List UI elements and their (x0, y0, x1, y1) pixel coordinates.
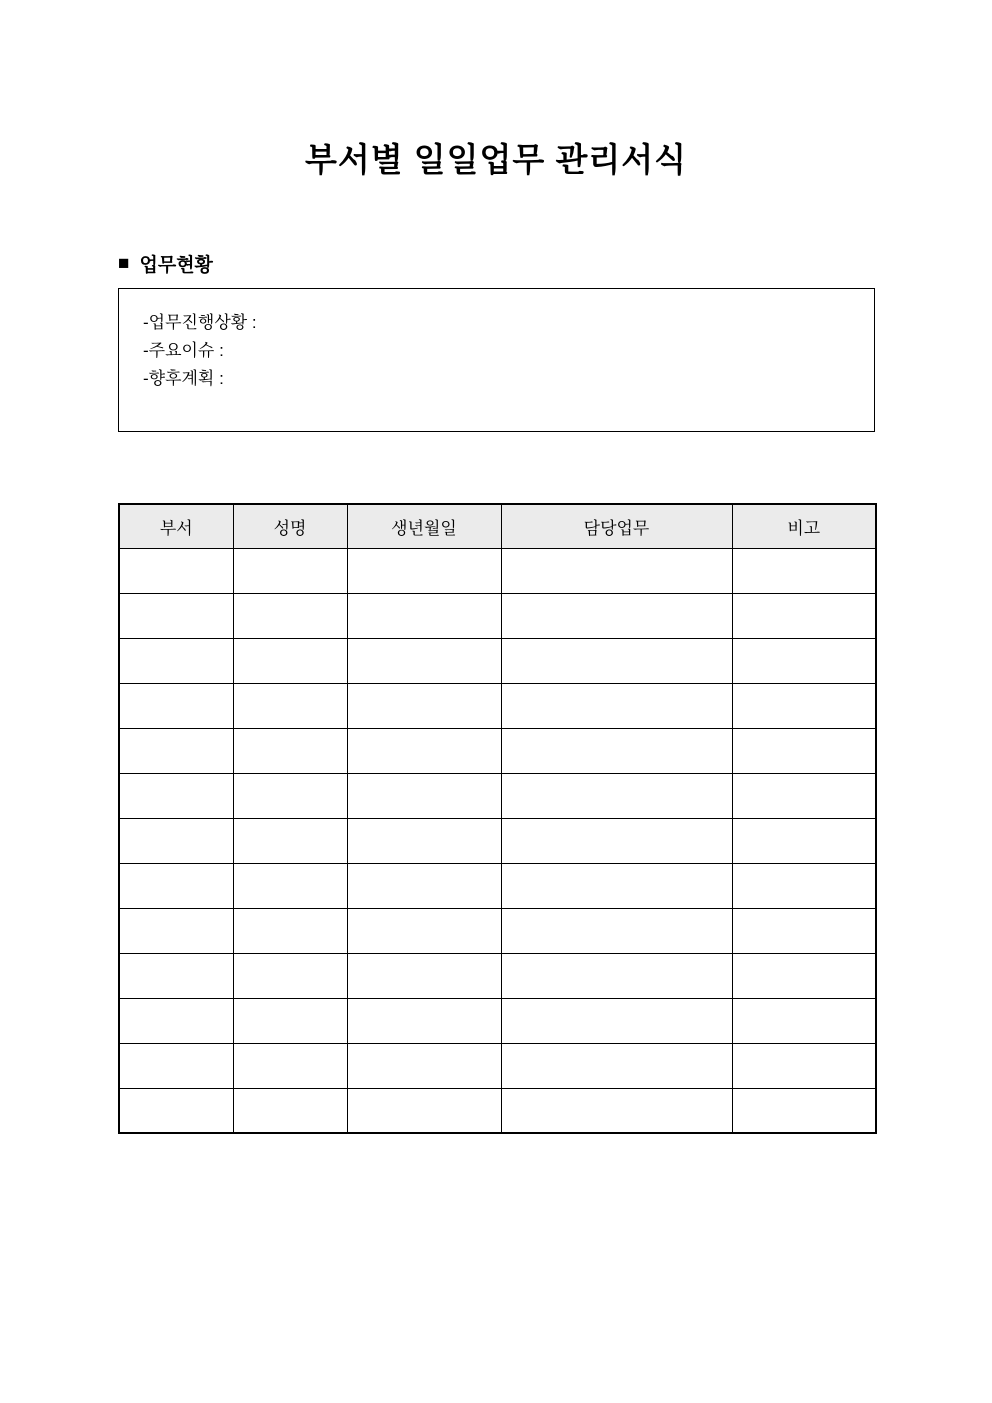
table-cell (119, 998, 233, 1043)
table-cell (119, 1088, 233, 1133)
table-cell (119, 863, 233, 908)
table-cell (732, 1043, 876, 1088)
table-cell (119, 908, 233, 953)
section-header (118, 250, 213, 277)
table-cell (732, 818, 876, 863)
table-body (119, 548, 876, 1133)
table-cell (501, 593, 732, 638)
table-cell (501, 638, 732, 683)
table-cell (732, 953, 876, 998)
table-cell (501, 773, 732, 818)
table-cell (347, 773, 501, 818)
table-cell (347, 863, 501, 908)
table-cell (119, 818, 233, 863)
table-cell (347, 548, 501, 593)
table-row (119, 998, 876, 1043)
table-cell (501, 908, 732, 953)
section-label: 업무현황 (139, 255, 213, 276)
table-row (119, 638, 876, 683)
table-row (119, 548, 876, 593)
work-status-box (118, 288, 875, 432)
table-cell (347, 593, 501, 638)
table-cell (732, 728, 876, 773)
table-cell (233, 728, 347, 773)
table-cell (732, 773, 876, 818)
table-cell (119, 953, 233, 998)
table-cell (119, 638, 233, 683)
table-cell (119, 773, 233, 818)
table-cell (732, 863, 876, 908)
table-cell (732, 908, 876, 953)
table-cell (233, 818, 347, 863)
table-cell (233, 1043, 347, 1088)
table-header-row (119, 504, 876, 548)
table-cell (233, 548, 347, 593)
table-cell (233, 998, 347, 1043)
table-cell (347, 1088, 501, 1133)
table-cell (119, 683, 233, 728)
table-row (119, 683, 876, 728)
table-cell (501, 1043, 732, 1088)
status-line-progress: -업무진행상황 : (143, 313, 257, 332)
table-cell (501, 1088, 732, 1133)
table-row (119, 1088, 876, 1133)
table-row (119, 818, 876, 863)
column-header-remarks: 비고 (732, 504, 876, 548)
table-cell (501, 998, 732, 1043)
table-cell (233, 908, 347, 953)
table-cell (347, 998, 501, 1043)
table-cell (732, 638, 876, 683)
table-cell (732, 683, 876, 728)
table-cell (233, 1088, 347, 1133)
table-cell (233, 593, 347, 638)
table-row (119, 953, 876, 998)
column-header-name: 성명 (233, 504, 347, 548)
table-cell (233, 953, 347, 998)
status-line-issues: -주요이슈 : (143, 341, 224, 360)
table-cell (119, 1043, 233, 1088)
table-cell (732, 1088, 876, 1133)
table-row (119, 728, 876, 773)
table-header (119, 504, 876, 548)
table-cell (501, 818, 732, 863)
table-cell (233, 863, 347, 908)
table-cell (233, 638, 347, 683)
table-cell (119, 728, 233, 773)
table-cell (501, 863, 732, 908)
table-cell (119, 593, 233, 638)
table-cell (501, 953, 732, 998)
table-cell (501, 683, 732, 728)
table-row (119, 1043, 876, 1088)
table-cell (347, 818, 501, 863)
table-row (119, 908, 876, 953)
square-bullet-icon: ■ (118, 253, 130, 274)
table-row (119, 593, 876, 638)
table-cell (347, 1043, 501, 1088)
page-title: 부서별 일일업무 관리서식 (305, 141, 687, 178)
table-cell (732, 998, 876, 1043)
table-cell (347, 638, 501, 683)
column-header-birthdate: 생년월일 (347, 504, 501, 548)
table-cell (732, 548, 876, 593)
table-cell (501, 728, 732, 773)
table-cell (233, 773, 347, 818)
table-cell (347, 908, 501, 953)
table-cell (233, 683, 347, 728)
table-cell (347, 728, 501, 773)
table-cell (347, 683, 501, 728)
table-cell (501, 548, 732, 593)
column-header-duties: 담당업무 (501, 504, 732, 548)
column-header-department: 부서 (119, 504, 233, 548)
table-cell (732, 593, 876, 638)
staff-roster-table (118, 503, 877, 1134)
table-cell (119, 548, 233, 593)
status-line-future-plans: -향후계획 : (143, 369, 224, 388)
table-row (119, 863, 876, 908)
table-cell (347, 953, 501, 998)
table-row (119, 773, 876, 818)
